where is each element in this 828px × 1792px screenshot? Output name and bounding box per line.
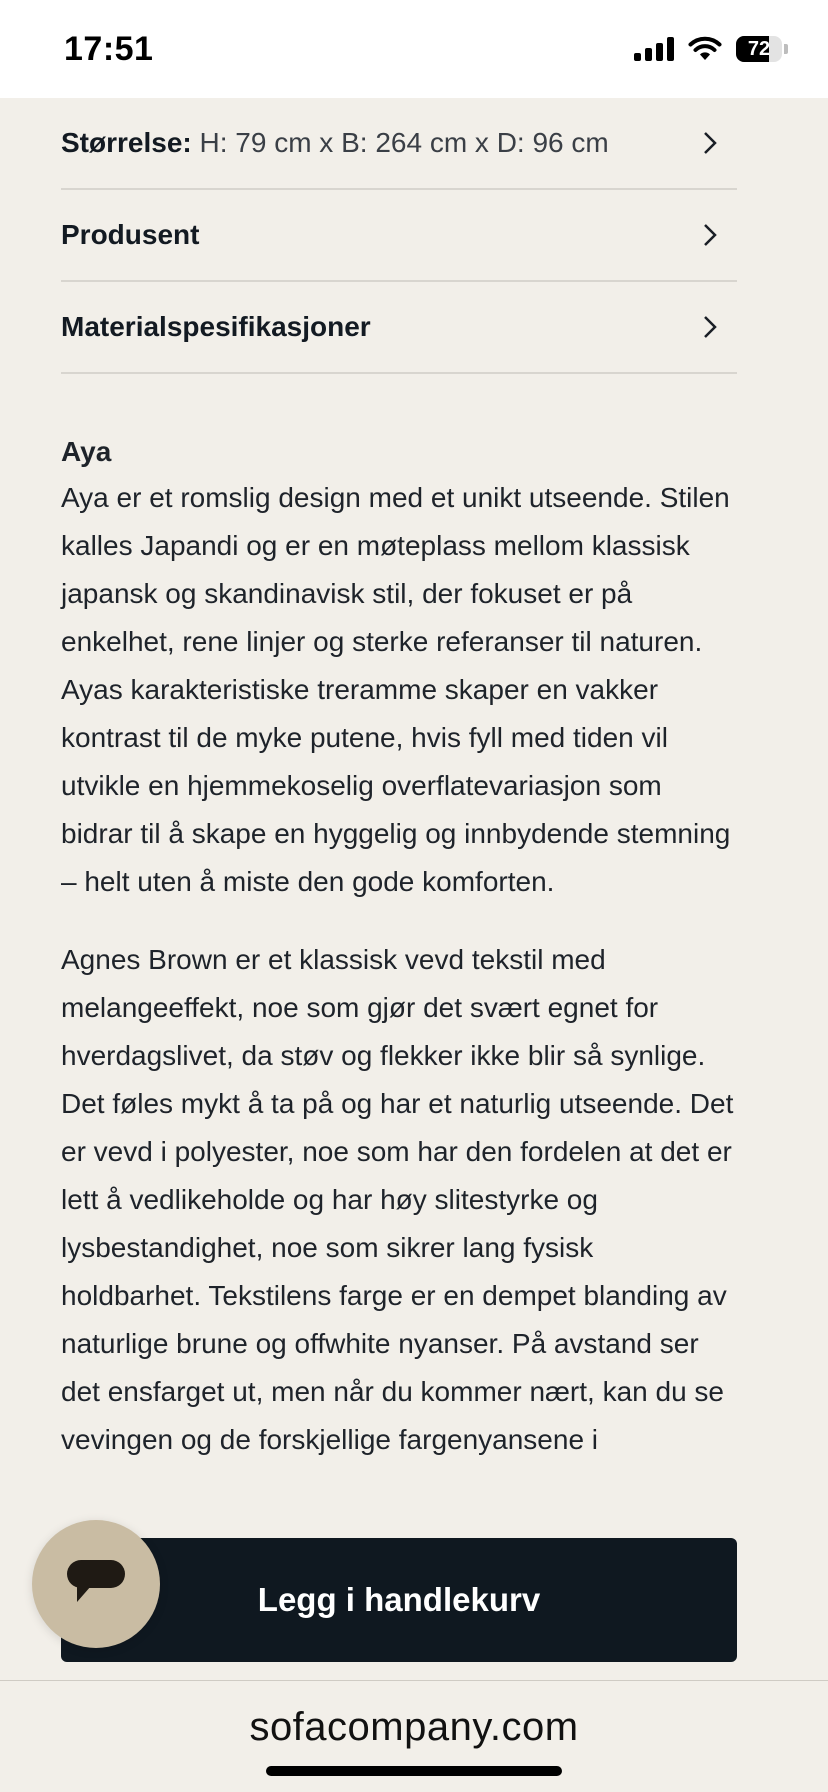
description-title: Aya <box>61 436 112 467</box>
cellular-signal-icon <box>634 37 674 61</box>
battery-level: 72 <box>747 37 771 60</box>
spec-row-value: H: 79 cm x B: 264 cm x D: 96 cm <box>191 127 609 158</box>
product-details <box>61 98 737 1464</box>
status-time: 17:51 <box>64 29 154 68</box>
chevron-right-icon <box>697 314 723 340</box>
spec-row-label: Størrelse: <box>61 127 192 158</box>
description-paragraph: Aya er et romslig design med et unikt utseende. Stilen kalles Japandi og er en møteplass mellom klassisk japansk og skandinavisk stil, der fokuset er på enkelhet, rene linjer og sterke referanser til naturen. Ayas karakteristiske treramme skaper en vakker kontrast til de myke putene, hvis fyll med tiden vil utvikle en hjemmekoselig overflatevariasjon som bidrar til å skape en hyggelig og innbydende stemning – helt uten å miste den gode komforten. <box>61 482 731 897</box>
add-to-cart-button[interactable]: Legg i handlekurv <box>61 1538 737 1662</box>
url-text: sofacompany.com <box>249 1705 579 1749</box>
spec-row-materials[interactable] <box>61 282 737 374</box>
status-icons <box>634 36 788 62</box>
chevron-right-icon <box>697 222 723 248</box>
home-indicator[interactable] <box>266 1766 562 1776</box>
description-paragraph: Agnes Brown er et klassisk vevd tekstil med melangeeffekt, noe som gjør det svært egnet for hverdagslivet, da støv og flekker ikke blir så synlige. Det føles mykt å ta på og har et naturlig utseende. Det er vevd i polyester, noe som har den fordelen at det er lett å vedlikeholde og har høy slitestyrke og lysbestandighet, noe som sikrer lang fysisk holdbarhet. Tekstilens farge er en dempet blanding av naturlige brune og offwhite nyanser. På avstand ser det ensfarget ut, men når du kommer nært, kan du se vevingen og de forskjellige fargenyansene i <box>61 944 734 1455</box>
spec-row-label: Materialspesifikasjoner <box>61 311 371 342</box>
spec-row-manufacturer[interactable] <box>61 190 737 282</box>
spec-row-size[interactable] <box>61 98 737 190</box>
product-description <box>61 432 737 1464</box>
chat-bubble-icon <box>65 1558 127 1610</box>
wifi-icon <box>688 36 722 62</box>
spec-row-label: Produsent <box>61 219 200 250</box>
chevron-right-icon <box>697 130 723 156</box>
status-bar <box>0 0 828 98</box>
chat-button[interactable] <box>32 1520 160 1648</box>
battery-icon <box>736 36 788 62</box>
